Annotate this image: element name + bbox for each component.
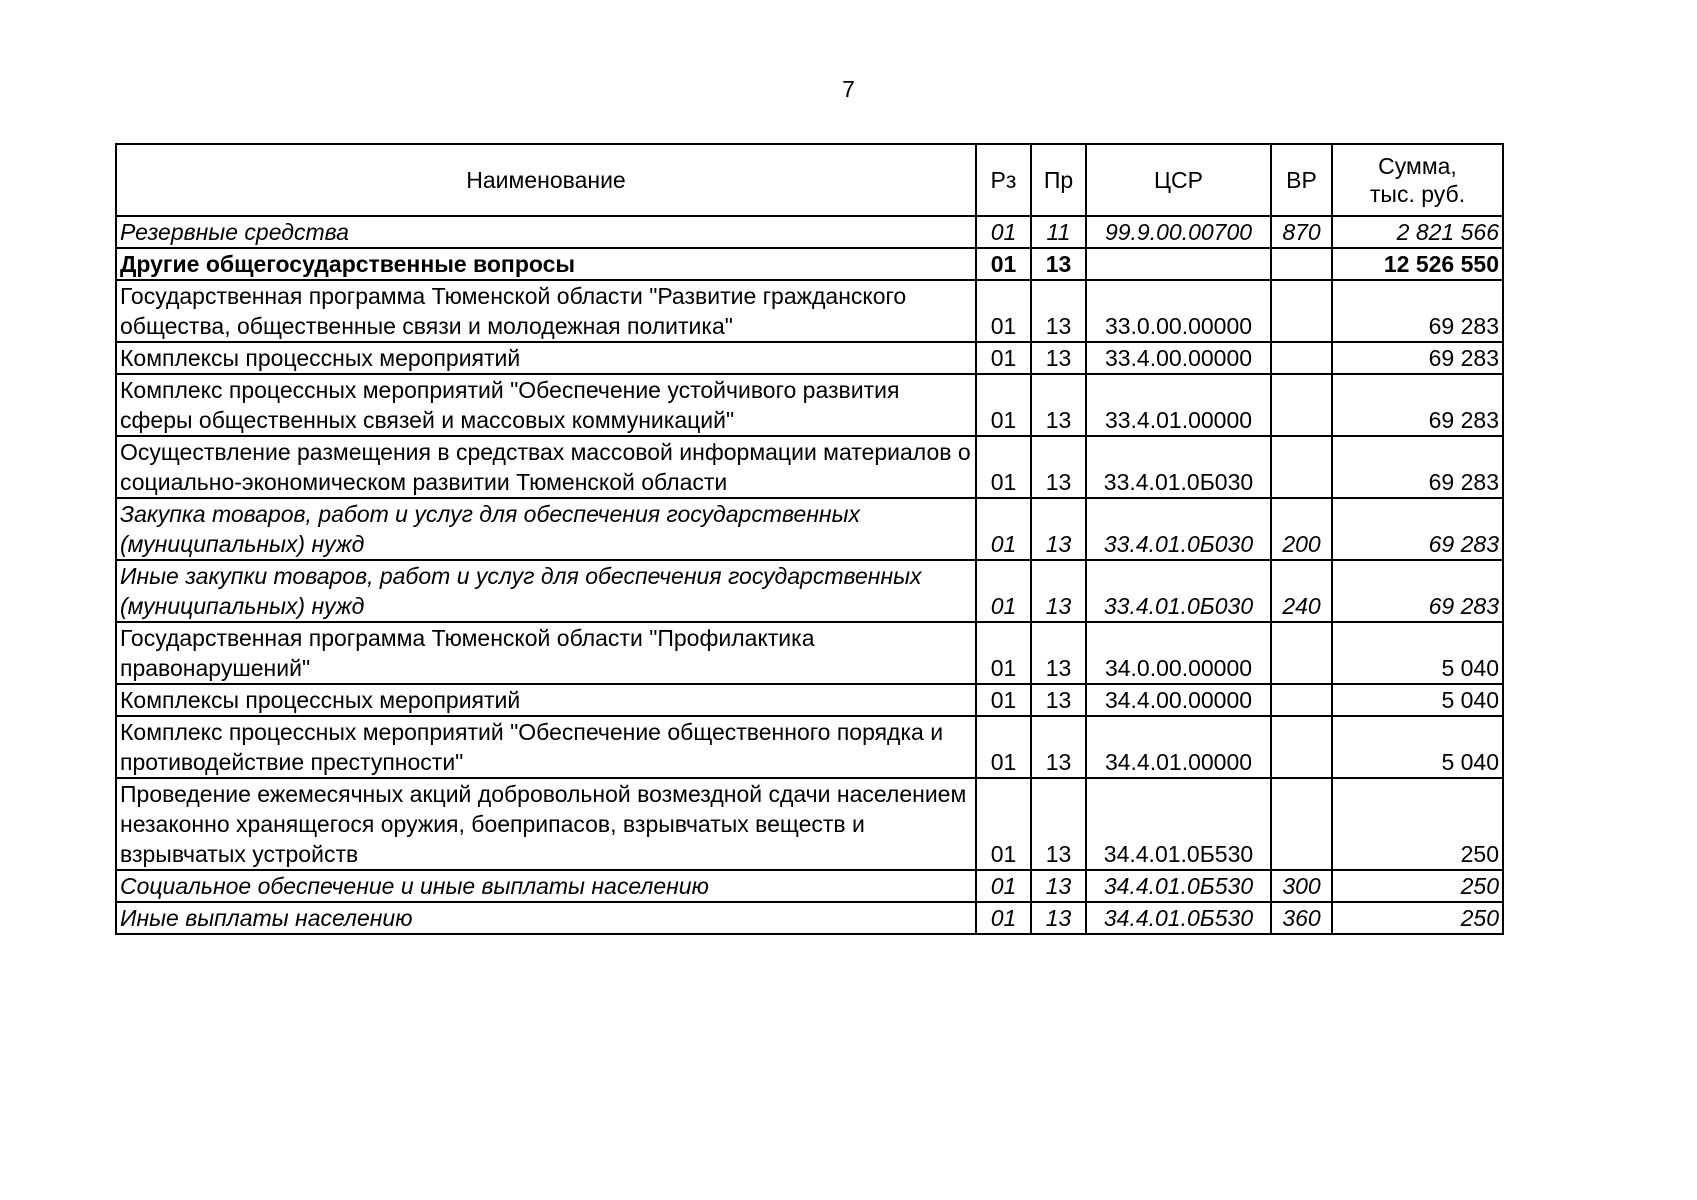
table-row	[116, 436, 1503, 498]
header-sum-line1: Сумма,	[1378, 153, 1457, 179]
cell-csr	[1086, 248, 1271, 280]
table-row	[116, 902, 1503, 934]
cell-sum: 69 283	[1332, 436, 1503, 498]
cell-sum: 5 040	[1332, 684, 1503, 716]
cell-csr: 33.4.00.00000	[1086, 342, 1271, 374]
table-row	[116, 248, 1503, 280]
cell-vr: 870	[1271, 216, 1332, 248]
table-body	[116, 216, 1503, 934]
cell-vr	[1271, 436, 1332, 498]
cell-rz: 01	[976, 280, 1031, 342]
cell-rz: 01	[976, 870, 1031, 902]
cell-name: Комплекс процессных мероприятий "Обеспечение общественного порядка и противодействие преступности"	[116, 716, 976, 778]
cell-vr	[1271, 778, 1332, 870]
header-pr: Пр	[1031, 144, 1086, 216]
cell-vr: 200	[1271, 498, 1332, 560]
header-sum-line2: тыс. руб.	[1369, 181, 1466, 207]
cell-pr: 13	[1031, 436, 1086, 498]
cell-vr	[1271, 280, 1332, 342]
table-row	[116, 560, 1503, 622]
cell-name: Комплексы процессных мероприятий	[116, 684, 976, 716]
cell-sum: 5 040	[1332, 622, 1503, 684]
cell-csr: 34.4.01.0Б530	[1086, 902, 1271, 934]
table-row	[116, 498, 1503, 560]
table-row	[116, 778, 1503, 870]
cell-rz: 01	[976, 374, 1031, 436]
cell-pr: 11	[1031, 216, 1086, 248]
cell-name: Осуществление размещения в средствах массовой информации материалов о социально-экономическом развитии Тюменской области	[116, 436, 976, 498]
cell-vr	[1271, 684, 1332, 716]
cell-rz: 01	[976, 622, 1031, 684]
cell-vr	[1271, 342, 1332, 374]
cell-csr: 33.4.01.00000	[1086, 374, 1271, 436]
header-csr: ЦСР	[1086, 144, 1271, 216]
cell-name: Резервные средства	[116, 216, 976, 248]
cell-csr: 34.0.00.00000	[1086, 622, 1271, 684]
cell-vr	[1271, 622, 1332, 684]
cell-csr: 99.9.00.00700	[1086, 216, 1271, 248]
table-row	[116, 716, 1503, 778]
cell-sum: 12 526 550	[1332, 248, 1503, 280]
budget-table	[115, 143, 1504, 935]
cell-csr: 33.0.00.00000	[1086, 280, 1271, 342]
cell-csr: 33.4.01.0Б030	[1086, 560, 1271, 622]
cell-rz: 01	[976, 778, 1031, 870]
cell-csr: 34.4.01.0Б530	[1086, 870, 1271, 902]
cell-pr: 13	[1031, 342, 1086, 374]
cell-name: Комплексы процессных мероприятий	[116, 342, 976, 374]
cell-sum: 69 283	[1332, 342, 1503, 374]
cell-pr: 13	[1031, 374, 1086, 436]
cell-name: Комплекс процессных мероприятий "Обеспечение устойчивого развития сферы общественных связей и массовых коммуникаций"	[116, 374, 976, 436]
cell-sum: 69 283	[1332, 374, 1503, 436]
table-row	[116, 374, 1503, 436]
cell-name: Иные выплаты населению	[116, 902, 976, 934]
cell-pr: 13	[1031, 560, 1086, 622]
cell-csr: 33.4.01.0Б030	[1086, 498, 1271, 560]
cell-name: Иные закупки товаров, работ и услуг для обеспечения государственных (муниципальных) нужд	[116, 560, 976, 622]
cell-sum: 69 283	[1332, 560, 1503, 622]
cell-pr: 13	[1031, 684, 1086, 716]
cell-pr: 13	[1031, 248, 1086, 280]
cell-pr: 13	[1031, 280, 1086, 342]
cell-vr	[1271, 716, 1332, 778]
cell-vr	[1271, 374, 1332, 436]
cell-sum: 5 040	[1332, 716, 1503, 778]
cell-pr: 13	[1031, 498, 1086, 560]
cell-vr: 360	[1271, 902, 1332, 934]
cell-pr: 13	[1031, 716, 1086, 778]
table-row	[116, 216, 1503, 248]
cell-pr: 13	[1031, 870, 1086, 902]
cell-rz: 01	[976, 342, 1031, 374]
header-vr: ВР	[1271, 144, 1332, 216]
header-sum	[1332, 144, 1503, 216]
cell-vr: 300	[1271, 870, 1332, 902]
table-row	[116, 870, 1503, 902]
table-row	[116, 342, 1503, 374]
cell-csr: 34.4.01.00000	[1086, 716, 1271, 778]
cell-pr: 13	[1031, 902, 1086, 934]
cell-csr: 34.4.00.00000	[1086, 684, 1271, 716]
cell-rz: 01	[976, 498, 1031, 560]
cell-vr	[1271, 248, 1332, 280]
cell-name: Другие общегосударственные вопросы	[116, 248, 976, 280]
header-name: Наименование	[116, 144, 976, 216]
table-row	[116, 280, 1503, 342]
cell-rz: 01	[976, 684, 1031, 716]
cell-rz: 01	[976, 716, 1031, 778]
table-header-row	[116, 144, 1503, 216]
cell-pr: 13	[1031, 778, 1086, 870]
cell-sum: 250	[1332, 778, 1503, 870]
cell-vr: 240	[1271, 560, 1332, 622]
cell-rz: 01	[976, 560, 1031, 622]
cell-csr: 34.4.01.0Б530	[1086, 778, 1271, 870]
header-rz: Рз	[976, 144, 1031, 216]
page-number: 7	[842, 76, 855, 102]
cell-pr: 13	[1031, 622, 1086, 684]
cell-sum: 69 283	[1332, 280, 1503, 342]
cell-sum: 250	[1332, 870, 1503, 902]
table-row	[116, 684, 1503, 716]
cell-sum: 2 821 566	[1332, 216, 1503, 248]
cell-name: Проведение ежемесячных акций добровольной возмездной сдачи населением незаконно хранящегося оружия, боеприпасов, взрывчатых веществ и взрывчатых устройств	[116, 778, 976, 870]
cell-sum: 250	[1332, 902, 1503, 934]
cell-rz: 01	[976, 902, 1031, 934]
cell-name: Государственная программа Тюменской области "Развитие гражданского общества, общественные связи и молодежная политика"	[116, 280, 976, 342]
cell-name: Закупка товаров, работ и услуг для обеспечения государственных (муниципальных) нужд	[116, 498, 976, 560]
table-row	[116, 622, 1503, 684]
cell-rz: 01	[976, 216, 1031, 248]
cell-name: Социальное обеспечение и иные выплаты населению	[116, 870, 976, 902]
cell-sum: 69 283	[1332, 498, 1503, 560]
cell-rz: 01	[976, 248, 1031, 280]
cell-csr: 33.4.01.0Б030	[1086, 436, 1271, 498]
cell-rz: 01	[976, 436, 1031, 498]
cell-name: Государственная программа Тюменской области "Профилактика правонарушений"	[116, 622, 976, 684]
